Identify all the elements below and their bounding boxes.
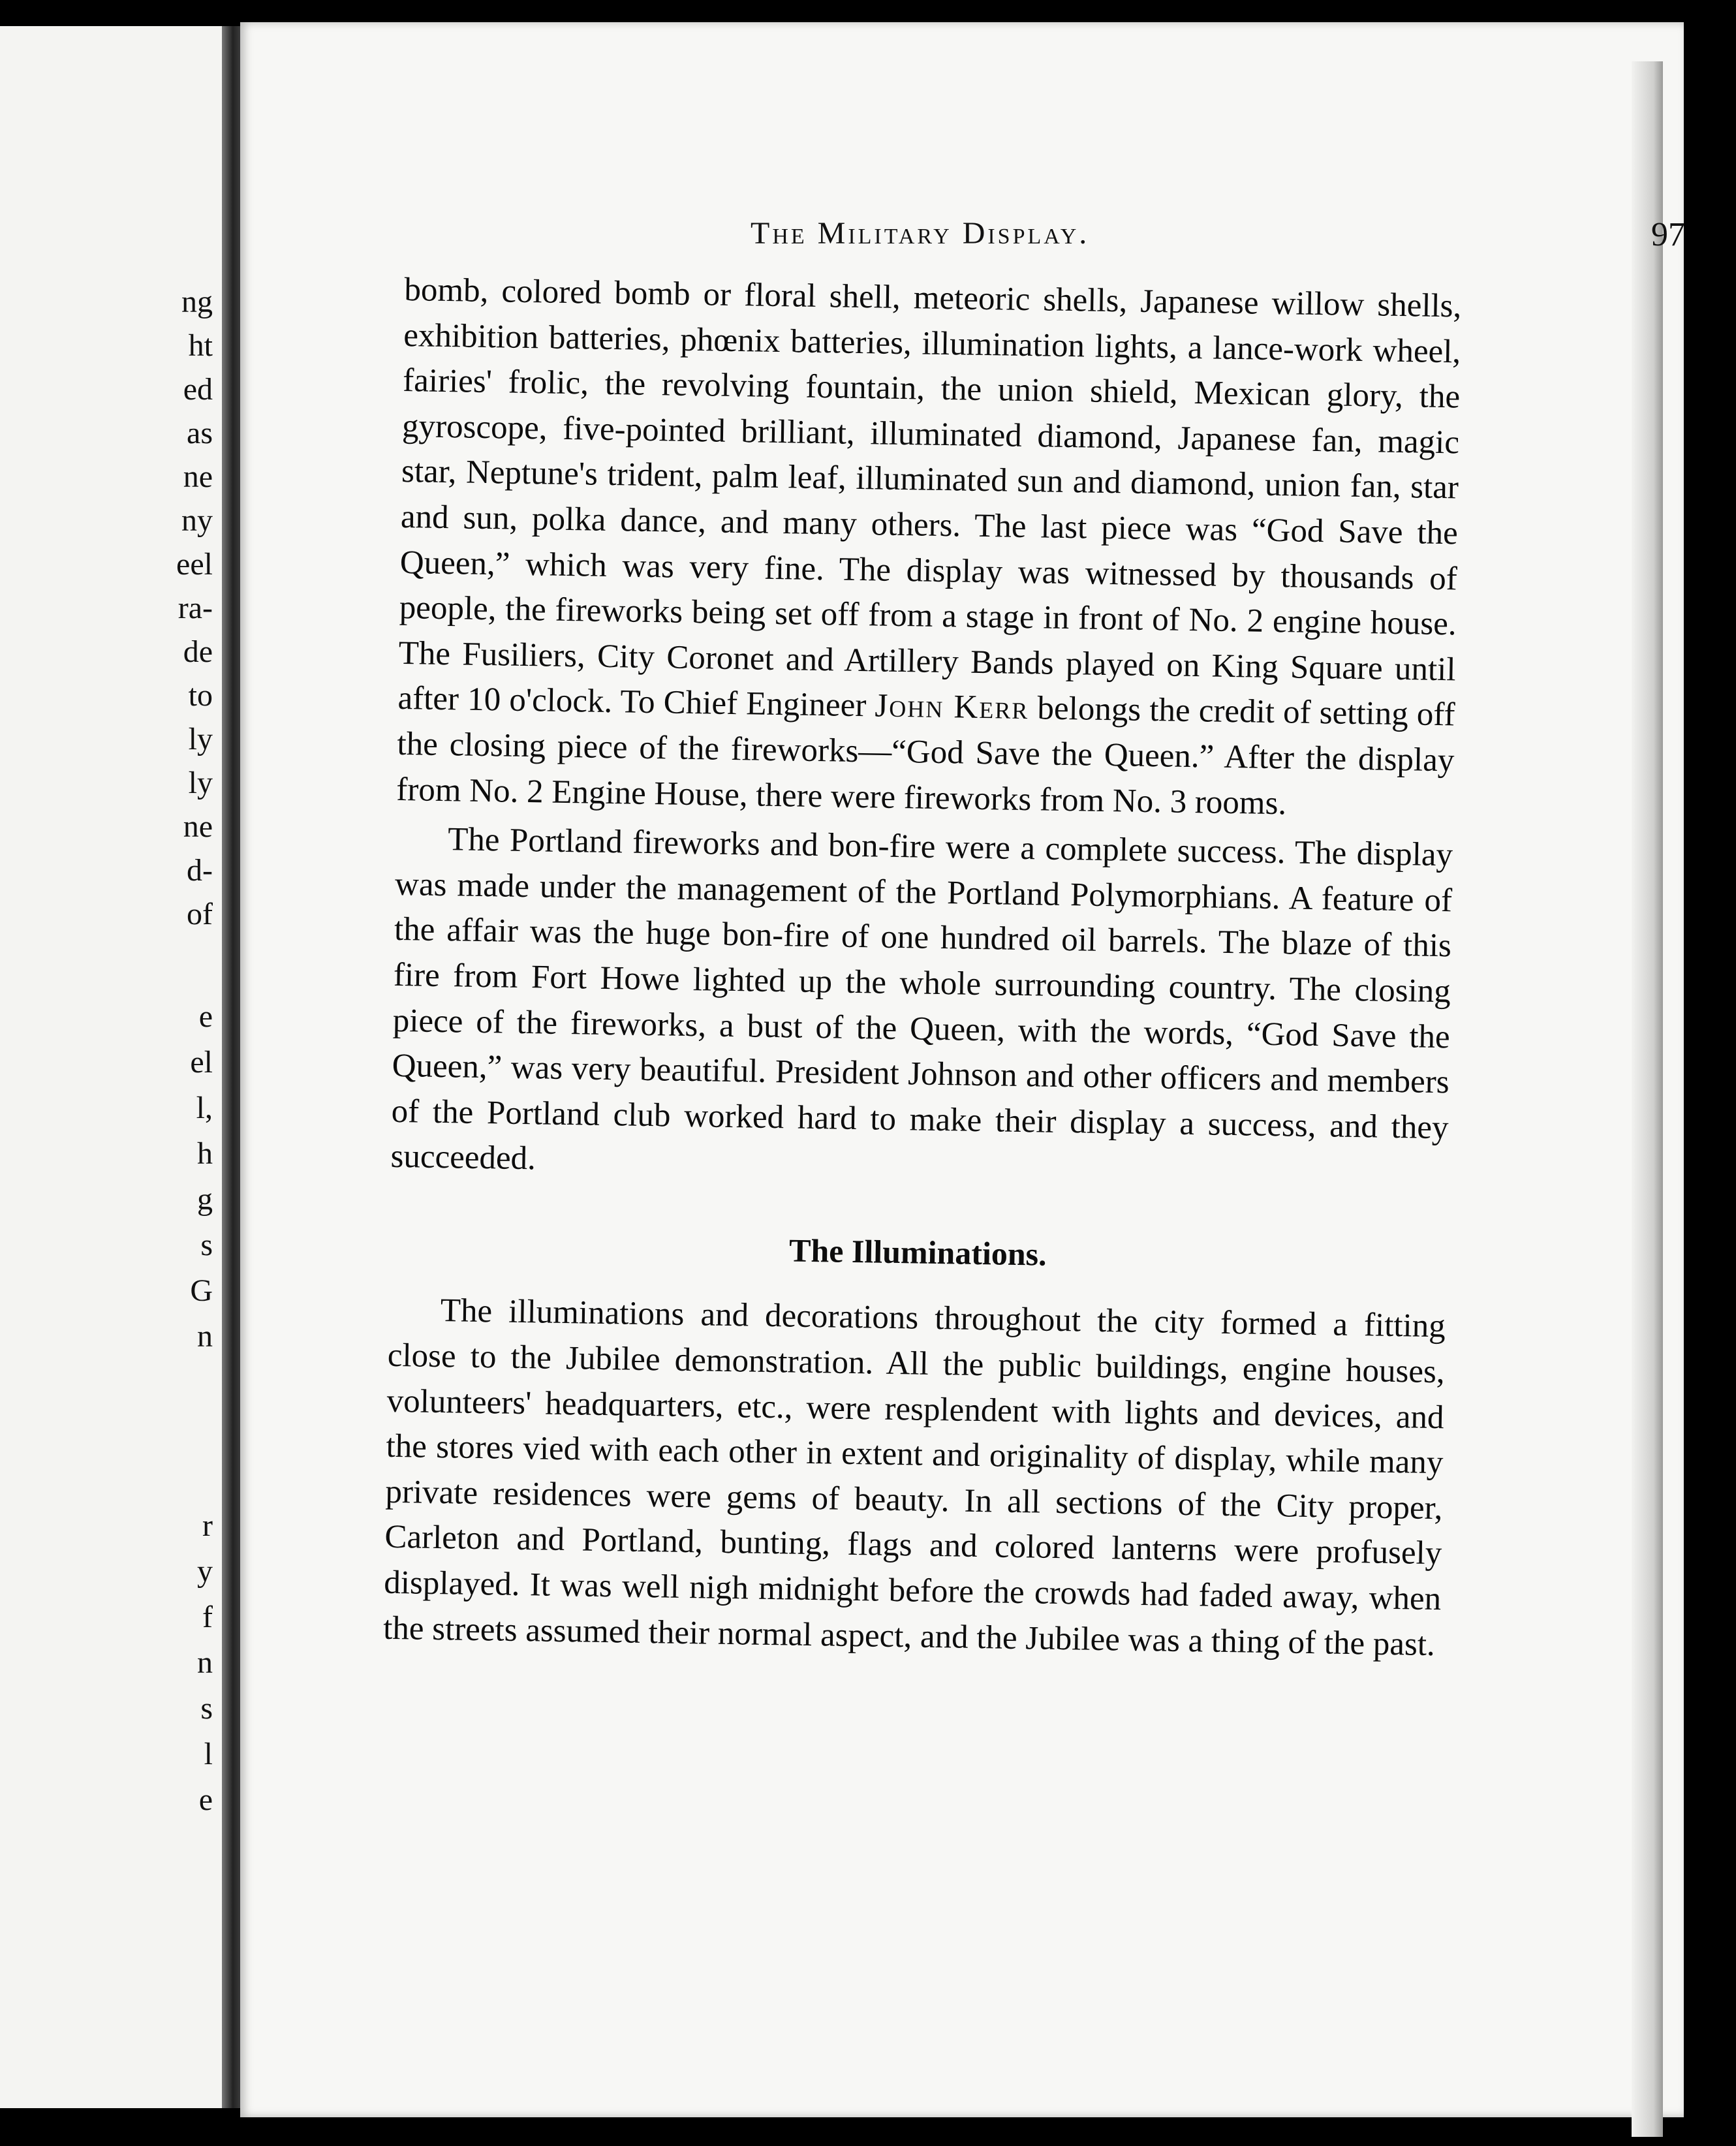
left-fragment: s	[200, 1228, 213, 1262]
left-fragment: r	[202, 1508, 213, 1543]
paragraph-text: belongs the credit of setting off the closing piece of the fireworks—“God Save the Queen.” After the display from No. 2 Engine House, there were fireworks from No. 3 rooms.	[396, 690, 1455, 822]
left-fragment: ly	[188, 766, 213, 800]
page-edge	[1632, 61, 1663, 2137]
left-fragment: ly	[188, 722, 213, 756]
left-fragment: of	[187, 897, 213, 931]
left-fragment: e	[198, 1782, 213, 1817]
left-fragment: g	[197, 1182, 213, 1217]
person-name: John Kerr	[875, 687, 1029, 727]
paragraph-portland: The Portland fireworks and bon-fire were a complete success. The display was made under the management of the Portland Polymorphians. A feature of the affair was the huge bon-fire of one hundred oil barrels. The blaze of this fire from Fort Howe lighted up the whole surrounding country. The closing piece of the fireworks, a bust of the Queen, with the words, “God Save the Queen,” was very beautiful. President Johnson and other officers and members of the Portland club worked hard to make their display a success, and they succeeded.	[390, 821, 1453, 1177]
paragraph-illuminations: The illuminations and decorations throughout the city formed a fitting close to the Jubilee demonstration. All the public buildings, engine houses, volunteers' headquarters, etc., were resplendent with lights and devices, and the stores vied with each other in extent and originality of display, while many private residences were gems of beauty. In all sections of the City proper, Carleton and Portland, bunting, flags and colored lanterns were profusely displayed. It was well nigh midnight before the crowds had faded away, when the streets assumed their normal aspect, and the Jubilee was a thing of the past.	[382, 1292, 1446, 1663]
section-heading: The Illuminations.	[788, 1232, 1047, 1273]
left-facing-page	[0, 26, 222, 2108]
left-fragment: G	[190, 1273, 213, 1308]
left-fragment: h	[197, 1136, 213, 1171]
book-gutter	[222, 26, 240, 2108]
left-fragment: y	[197, 1554, 213, 1589]
running-title: The Military Display.	[751, 216, 1090, 251]
left-fragment: l,	[196, 1091, 213, 1125]
left-fragment: l	[204, 1737, 213, 1771]
left-fragment: ne	[183, 809, 213, 844]
left-fragment: ra-	[178, 591, 213, 625]
left-fragment: s	[200, 1691, 213, 1726]
left-fragment: n	[197, 1319, 213, 1354]
page-number: 97	[1651, 216, 1685, 253]
left-fragment: n	[197, 1645, 213, 1680]
left-fragment: as	[187, 416, 213, 450]
left-fragment: de	[183, 634, 213, 669]
left-fragment: ed	[183, 372, 213, 407]
left-fragment: ht	[188, 328, 213, 363]
left-fragment: el	[190, 1045, 213, 1080]
left-fragment: ng	[181, 285, 213, 319]
left-fragment: f	[202, 1600, 213, 1634]
left-fragment: d-	[187, 853, 213, 888]
left-fragment: e	[198, 999, 213, 1034]
left-fragment: ny	[181, 503, 213, 538]
left-fragment: eel	[176, 547, 213, 582]
paragraph-fireworks	[396, 268, 1462, 829]
page-body	[383, 268, 1462, 1668]
paragraph-text: bomb, colored bomb or floral shell, meteoric shells, Japanese willow shells, exhibition batteries, phœnix batteries, illumination lights, a lance-work wheel, fairies' frolic, the revolving fountain, the union shield, Mexican glory, the gyroscope, five-pointed brilliant, illuminated diamond, Japanese fan, magic star, Neptune's trident, palm leaf, illuminated sun and diamond, union fan, star and sun, polka dance, and many others. The last piece was “God Save the Queen,” which was very fine. The display was witnessed by thousands of people, the fireworks being set off from a stage in front of No. 2 engine house. The Fusiliers, City Coronet and Artillery Bands played on King Square until after 10 o'clock. To Chief Engineer	[397, 271, 1462, 724]
left-fragment: to	[188, 678, 213, 713]
left-fragment: ne	[183, 459, 213, 494]
